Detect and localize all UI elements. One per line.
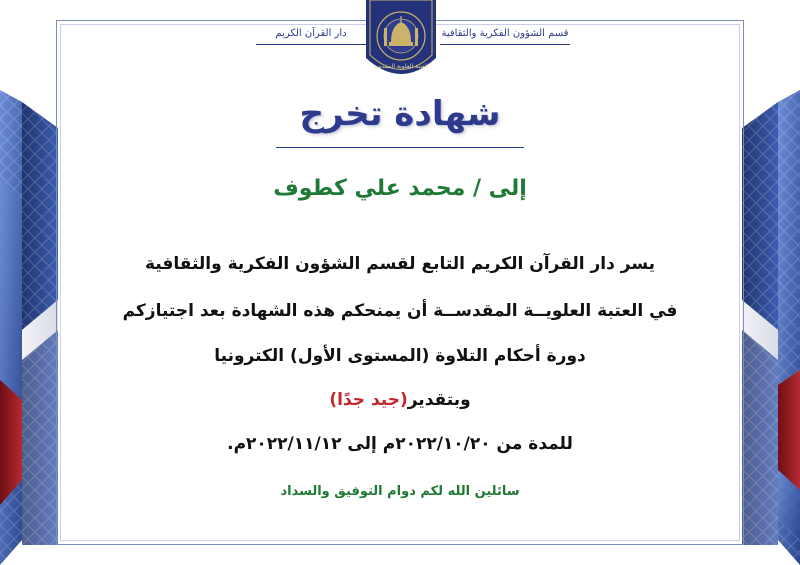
certificate-title: شهادة تخرج: [299, 94, 501, 134]
course-period: للمدة من ٢٠٢٢/١٠/٢٠م إلى ٢٠٢٢/١١/١٢م.: [227, 434, 573, 454]
grade-prefix: وبتقدير: [407, 390, 471, 410]
header-house-text: دار القرآن الكريم: [275, 28, 347, 39]
body-line-2: في العتبة العلويــة المقدســة أن يمنحكم هذه الشهادة بعد اجتيازكم: [122, 301, 678, 321]
shrine-emblem-logo: [362, 0, 440, 82]
header-department-text: قسم الشؤون الفكرية والثقافية: [441, 28, 569, 39]
header-rule-left: [440, 44, 570, 45]
closing-wish: سائلين الله لكم دوام التوفيق والسداد: [280, 484, 520, 499]
left-ribbon: [0, 90, 58, 565]
recipient-name: إلى / محمد علي كطوف: [273, 176, 527, 201]
grade-value: (جيد جدًا): [329, 390, 408, 410]
title-underline: [276, 147, 524, 148]
body-line-1: يسر دار القرآن الكريم التابع لقسم الشؤون الفكرية والثقافية: [144, 254, 656, 274]
right-ribbon: [742, 90, 800, 565]
header-rule-right: [256, 44, 366, 45]
body-line-3: دورة أحكام التلاوة (المستوى الأول) الكترونيا: [214, 346, 586, 366]
grade-line: [70, 390, 730, 410]
emblem-caption: العتبة العلوية المقدسة: [373, 63, 429, 70]
